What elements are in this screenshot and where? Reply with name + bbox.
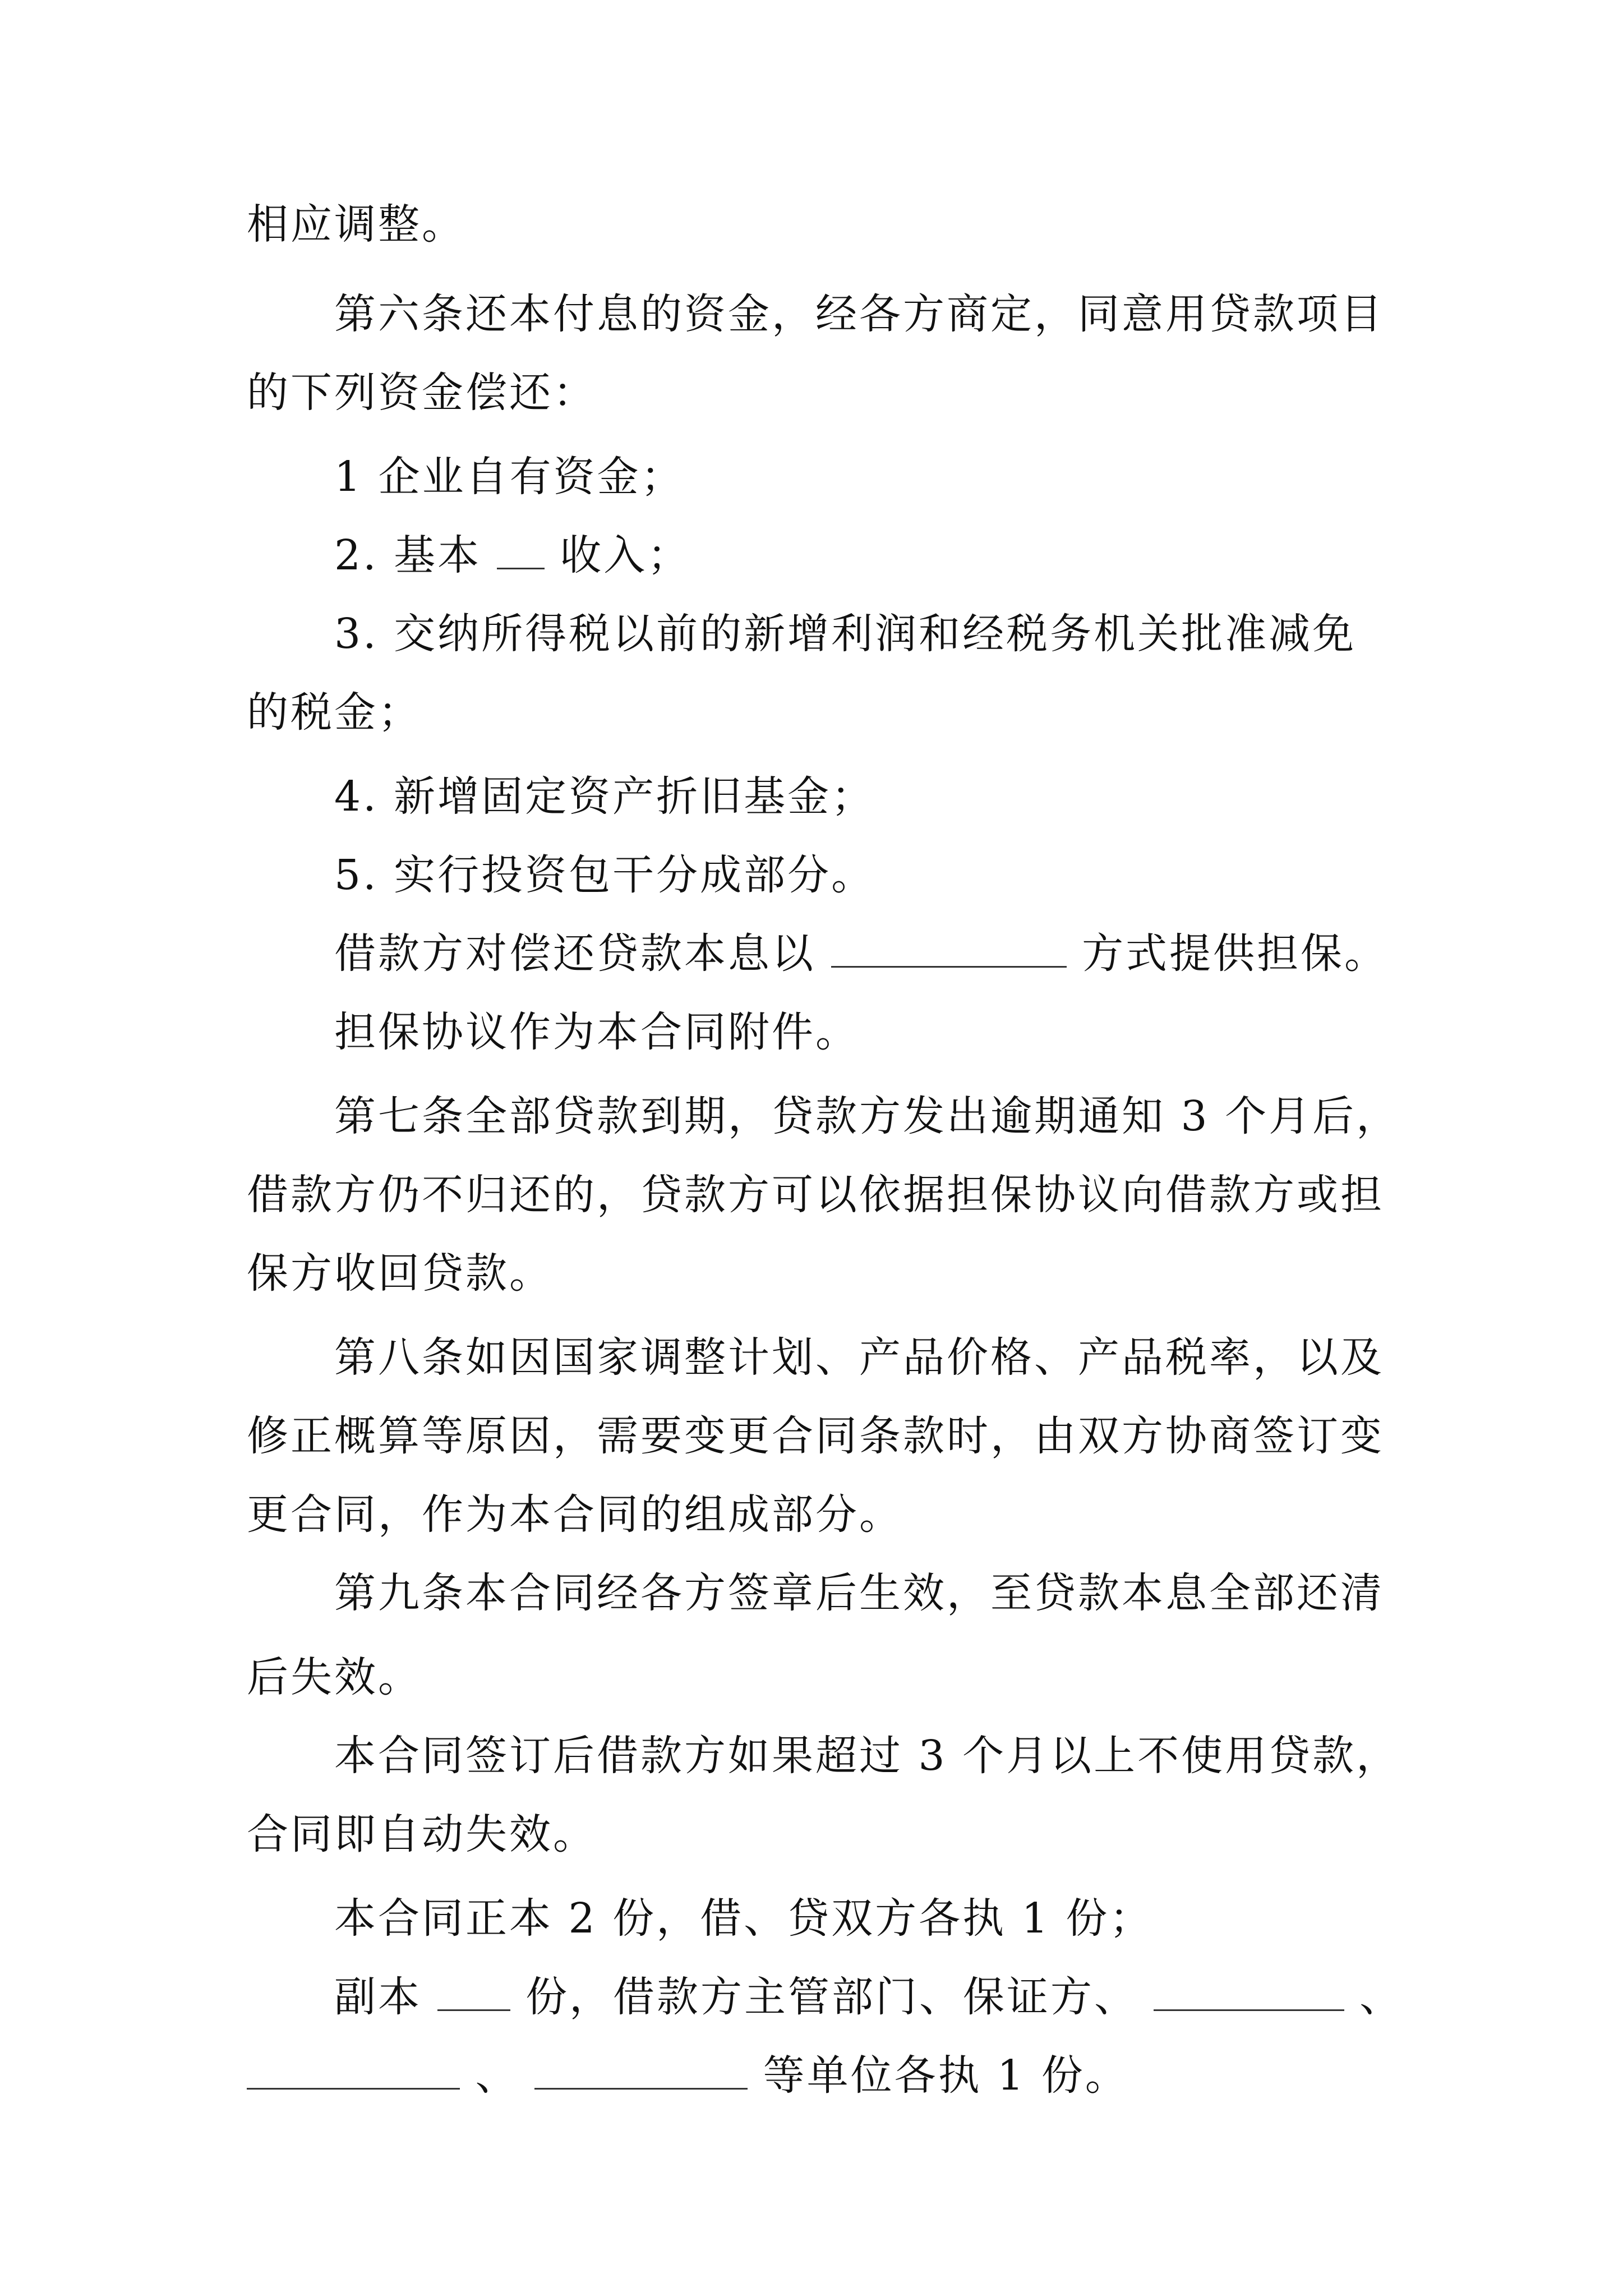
text-line: 修正概算等原因，需要变更合同条款时，由双方协商签订变: [247, 1412, 1384, 1460]
text-line: 副本 份，借款方主管部门、保证方、 、: [334, 1969, 1403, 2025]
fill-blank: [534, 2049, 748, 2090]
fill-blank: [1154, 1970, 1344, 2011]
text-line: 4. 新增固定资产折旧基金；: [334, 772, 875, 821]
fill-blank: [247, 2049, 460, 2090]
text-line: 第九条本合同经各方签章后生效，至贷款本息全部还清: [334, 1569, 1384, 1617]
text-line: 担保协议作为本合同附件。: [334, 1008, 859, 1056]
text-line: 保方收回贷款。: [247, 1249, 553, 1297]
text-line: 第六条还本付息的资金，经各方商定，同意用贷款项目: [334, 290, 1384, 338]
text-line: 相应调整。: [247, 200, 465, 249]
text-line: 5. 实行投资包干分成部分。: [334, 851, 875, 899]
text-line: 3. 交纳所得税以前的新增利润和经税务机关批准减免: [334, 610, 1357, 658]
text-line: 本合同签订后借款方如果超过 3 个月以上不使用贷款，: [334, 1732, 1400, 1780]
text-line: 第七条全部贷款到期，贷款方发出逾期通知 3 个月后，: [334, 1092, 1400, 1140]
text-line: 合同即自动失效。: [247, 1810, 597, 1858]
text-line: 更合同，作为本合同的组成部分。: [247, 1490, 903, 1539]
text-line: 1 企业自有资金；: [334, 453, 685, 501]
text-line: 本合同正本 2 份，借、贷双方各执 1 份；: [334, 1894, 1154, 1943]
text-line: 2. 基本 收入；: [334, 527, 691, 583]
text-line: 第八条如因国家调整计划、产品价格、产品税率，以及: [334, 1333, 1384, 1382]
text-line: 借款方对偿还贷款本息以 方式提供担保。: [334, 926, 1388, 982]
text-line: 的下列资金偿还：: [247, 369, 597, 417]
text-line: 的税金；: [247, 688, 422, 737]
fill-blank: [831, 927, 1067, 968]
text-line: 后失效。: [247, 1653, 422, 1701]
fill-blank: [437, 1970, 510, 2011]
fill-blank: [497, 528, 545, 569]
text-line: 、 等单位各执 1 份。: [247, 2047, 1129, 2104]
text-line: 借款方仍不归还的，贷款方可以依据担保协议向借款方或担: [247, 1171, 1384, 1219]
